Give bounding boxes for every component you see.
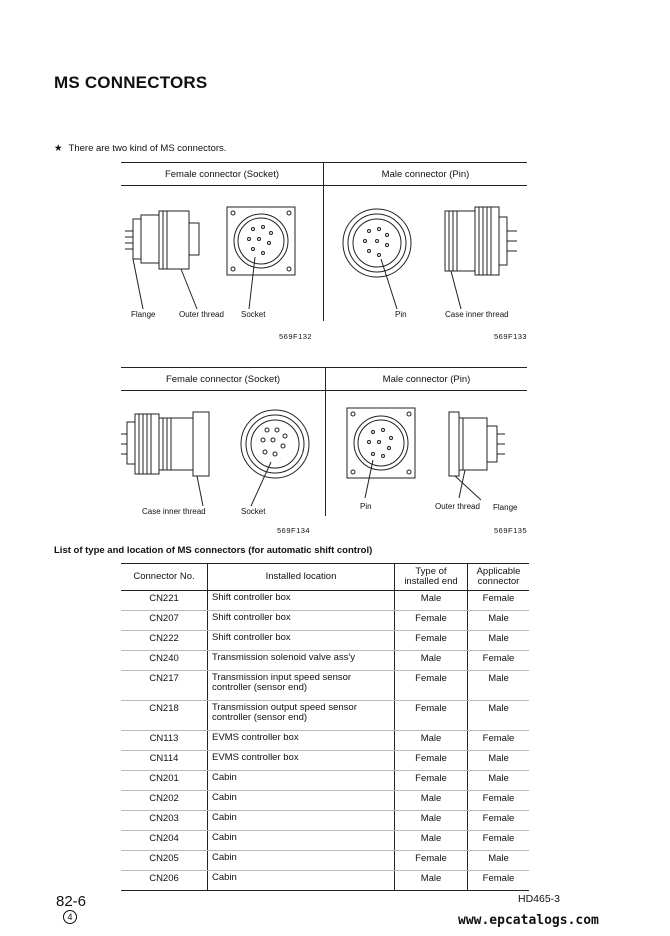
figure-2-left-header: Female connector (Socket) bbox=[165, 373, 281, 385]
label-case-inner-thread: Case inner thread bbox=[445, 310, 509, 319]
cell-applicable-connector: Male bbox=[468, 611, 530, 631]
table-row bbox=[121, 791, 529, 811]
cell-applicable-connector: Male bbox=[468, 851, 530, 871]
cell-installed-location: Cabin bbox=[208, 771, 395, 791]
figure-1-right-header: Male connector (Pin) bbox=[381, 168, 470, 180]
cell-installed-location: Cabin bbox=[208, 871, 395, 891]
figure-2-code-left: 569F134 bbox=[277, 526, 311, 535]
site-watermark: www.epcatalogs.com bbox=[458, 913, 599, 928]
table-row bbox=[121, 671, 529, 701]
label-socket: Socket bbox=[241, 507, 266, 516]
cell-applicable-connector: Female bbox=[468, 791, 530, 811]
cell-connector-no: CN114 bbox=[121, 751, 208, 771]
table-row bbox=[121, 631, 529, 651]
cell-applicable-connector: Male bbox=[468, 771, 530, 791]
figure-1-code-left: 569F132 bbox=[279, 332, 313, 341]
cell-connector-no: CN207 bbox=[121, 611, 208, 631]
label-flange: Flange bbox=[131, 310, 156, 319]
cell-installed-location: Cabin bbox=[208, 851, 395, 871]
cell-applicable-connector: Male bbox=[468, 631, 530, 651]
cell-connector-no: CN240 bbox=[121, 651, 208, 671]
table-body bbox=[121, 591, 529, 891]
cell-installed-location: Cabin bbox=[208, 811, 395, 831]
cell-type-installed-end: Male bbox=[395, 871, 468, 891]
table-header-row bbox=[121, 564, 529, 591]
revision-badge: 4 bbox=[63, 910, 77, 924]
list-title: List of type and location of MS connectors (for automatic shift control) bbox=[54, 545, 373, 556]
cell-installed-location: Transmission input speed sensor controller (sensor end) bbox=[208, 671, 395, 701]
cell-connector-no: CN205 bbox=[121, 851, 208, 871]
cell-installed-location: EVMS controller box bbox=[208, 751, 395, 771]
table-row bbox=[121, 771, 529, 791]
cell-connector-no: CN206 bbox=[121, 871, 208, 891]
figure-2-header-rule bbox=[121, 390, 527, 391]
label-outer-thread: Outer thread bbox=[435, 502, 480, 511]
table-row bbox=[121, 871, 529, 891]
header-connector-no: Connector No. bbox=[121, 564, 208, 591]
cell-installed-location: Shift controller box bbox=[208, 611, 395, 631]
cell-installed-location: Transmission solenoid valve ass'y bbox=[208, 651, 395, 671]
connector-table bbox=[121, 563, 529, 891]
star-icon: ★ bbox=[54, 143, 63, 154]
figure-2 bbox=[121, 367, 527, 516]
cell-type-installed-end: Female bbox=[395, 671, 468, 701]
page-title: MS CONNECTORS bbox=[54, 73, 208, 92]
cell-applicable-connector: Female bbox=[468, 591, 530, 611]
table-row bbox=[121, 831, 529, 851]
cell-applicable-connector: Female bbox=[468, 831, 530, 851]
figure-1-left-header: Female connector (Socket) bbox=[164, 168, 280, 180]
cell-connector-no: CN222 bbox=[121, 631, 208, 651]
figure-1-code-right: 569F133 bbox=[494, 332, 528, 341]
table-row bbox=[121, 591, 529, 611]
cell-installed-location: EVMS controller box bbox=[208, 731, 395, 751]
figure-2-code-right: 569F135 bbox=[494, 526, 528, 535]
header-installed-location: Installed location bbox=[208, 564, 395, 591]
cell-connector-no: CN203 bbox=[121, 811, 208, 831]
label-socket: Socket bbox=[241, 310, 266, 319]
header-type-installed-end: Type of installed end bbox=[395, 564, 468, 591]
label-flange: Flange bbox=[493, 503, 518, 512]
table-row bbox=[121, 811, 529, 831]
cell-type-installed-end: Male bbox=[395, 831, 468, 851]
label-case-inner-thread: Case inner thread bbox=[142, 507, 206, 516]
cell-connector-no: CN221 bbox=[121, 591, 208, 611]
figure-1-header-rule bbox=[121, 185, 527, 186]
cell-type-installed-end: Male bbox=[395, 591, 468, 611]
cell-type-installed-end: Male bbox=[395, 791, 468, 811]
table-row bbox=[121, 701, 529, 731]
table-row bbox=[121, 751, 529, 771]
figure-1 bbox=[121, 162, 527, 321]
cell-applicable-connector: Female bbox=[468, 651, 530, 671]
cell-connector-no: CN113 bbox=[121, 731, 208, 751]
cell-connector-no: CN217 bbox=[121, 671, 208, 701]
figure-1-drawing bbox=[121, 187, 527, 321]
intro-note bbox=[54, 143, 226, 154]
cell-type-installed-end: Male bbox=[395, 731, 468, 751]
cell-type-installed-end: Male bbox=[395, 651, 468, 671]
cell-installed-location: Cabin bbox=[208, 831, 395, 851]
cell-applicable-connector: Male bbox=[468, 751, 530, 771]
cell-connector-no: CN201 bbox=[121, 771, 208, 791]
cell-installed-location: Transmission output speed sensor controller (sensor end) bbox=[208, 701, 395, 731]
cell-applicable-connector: Male bbox=[468, 701, 530, 731]
cell-type-installed-end: Female bbox=[395, 611, 468, 631]
header-applicable-connector: Applicable connector bbox=[468, 564, 530, 591]
cell-type-installed-end: Female bbox=[395, 851, 468, 871]
cell-applicable-connector: Male bbox=[468, 671, 530, 701]
cell-connector-no: CN204 bbox=[121, 831, 208, 851]
cell-applicable-connector: Female bbox=[468, 731, 530, 751]
table-row bbox=[121, 611, 529, 631]
intro-text: There are two kind of MS connectors. bbox=[68, 143, 227, 154]
label-outer-thread: Outer thread bbox=[179, 310, 224, 319]
cell-installed-location: Shift controller box bbox=[208, 631, 395, 651]
cell-type-installed-end: Female bbox=[395, 771, 468, 791]
model-number: HD465-3 bbox=[518, 893, 561, 905]
label-pin: Pin bbox=[395, 310, 407, 319]
cell-type-installed-end: Female bbox=[395, 701, 468, 731]
figure-2-right-header: Male connector (Pin) bbox=[382, 373, 471, 385]
cell-type-installed-end: Female bbox=[395, 751, 468, 771]
cell-applicable-connector: Female bbox=[468, 871, 530, 891]
cell-applicable-connector: Female bbox=[468, 811, 530, 831]
table-row bbox=[121, 651, 529, 671]
cell-installed-location: Shift controller box bbox=[208, 591, 395, 611]
cell-type-installed-end: Male bbox=[395, 811, 468, 831]
cell-installed-location: Cabin bbox=[208, 791, 395, 811]
page-number: 82-6 bbox=[56, 893, 87, 910]
cell-type-installed-end: Female bbox=[395, 631, 468, 651]
cell-connector-no: CN202 bbox=[121, 791, 208, 811]
figure-2-drawing bbox=[121, 392, 527, 516]
cell-connector-no: CN218 bbox=[121, 701, 208, 731]
table-row bbox=[121, 851, 529, 871]
label-pin: Pin bbox=[360, 502, 372, 511]
table-row bbox=[121, 731, 529, 751]
